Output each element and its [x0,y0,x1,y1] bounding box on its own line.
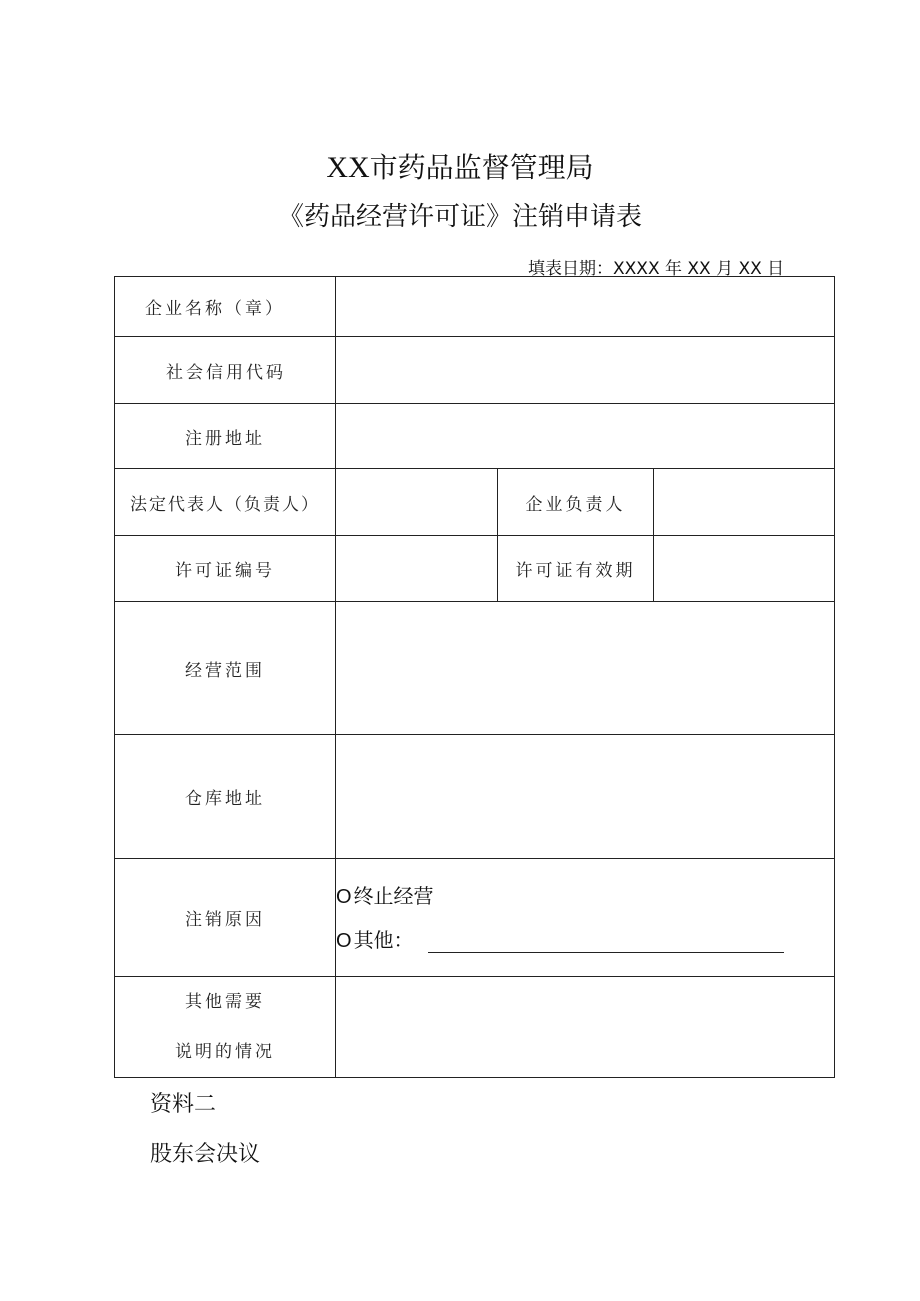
other-notes-label [115,977,336,1078]
radio-circle-icon[interactable]: O [336,929,352,952]
table-row [115,337,835,404]
table-row [115,859,835,977]
resolution-heading: 股东会决议 [150,1142,261,1167]
document-title [0,146,920,186]
credit-code-label: 社会信用代码 [115,337,336,404]
table-row [115,277,835,337]
table-row [115,469,835,536]
warehouse-address-label: 仓库地址 [115,735,336,859]
registered-address-field[interactable] [336,404,835,469]
registered-address-label: 注册地址 [115,404,336,469]
cancel-reason-options [336,859,835,977]
license-validity-field[interactable] [654,536,835,602]
company-head-label: 企业负责人 [498,469,654,536]
reason-option-terminate[interactable] [336,874,834,918]
table-row [115,977,835,1078]
title-authority: 市药品监督管理局 [369,151,594,184]
reason-option-other[interactable] [336,918,834,962]
license-no-field[interactable] [336,536,498,602]
credit-code-field[interactable] [336,337,835,404]
other-notes-field[interactable] [336,977,835,1078]
business-scope-label: 经营范围 [115,602,336,735]
table-row [115,536,835,602]
business-scope-field[interactable] [336,602,835,735]
other-notes-label-line2: 说明的情况 [175,1042,275,1062]
title-prefix: XX [326,151,370,184]
radio-circle-icon[interactable]: O [336,885,352,908]
fill-date: 填表日期：XXXX 年 XX 月 XX 日 [528,259,785,279]
document-subtitle: 《药品经营许可证》注销申请表 [277,202,642,232]
company-name-field[interactable] [336,277,835,337]
legal-rep-field[interactable] [336,469,498,536]
cancel-reason-label: 注销原因 [115,859,336,977]
warehouse-address-field[interactable] [336,735,835,859]
table-row [115,404,835,469]
company-name-label: 企业名称（章） [115,277,336,337]
table-row [115,602,835,735]
license-validity-label: 许可证有效期 [498,536,654,602]
reason-option-2-label: 其他： [353,927,414,952]
company-head-field[interactable] [654,469,835,536]
table-row [115,735,835,859]
reason-option-1-label: 终止经营 [353,883,434,908]
cancellation-form-table [114,276,835,1078]
license-no-label: 许可证编号 [115,536,336,602]
other-reason-blank-line[interactable] [428,930,784,953]
other-notes-label-line1: 其他需要 [185,992,265,1012]
legal-rep-label: 法定代表人（负责人） [115,469,336,536]
material-heading: 资料二 [150,1092,217,1117]
